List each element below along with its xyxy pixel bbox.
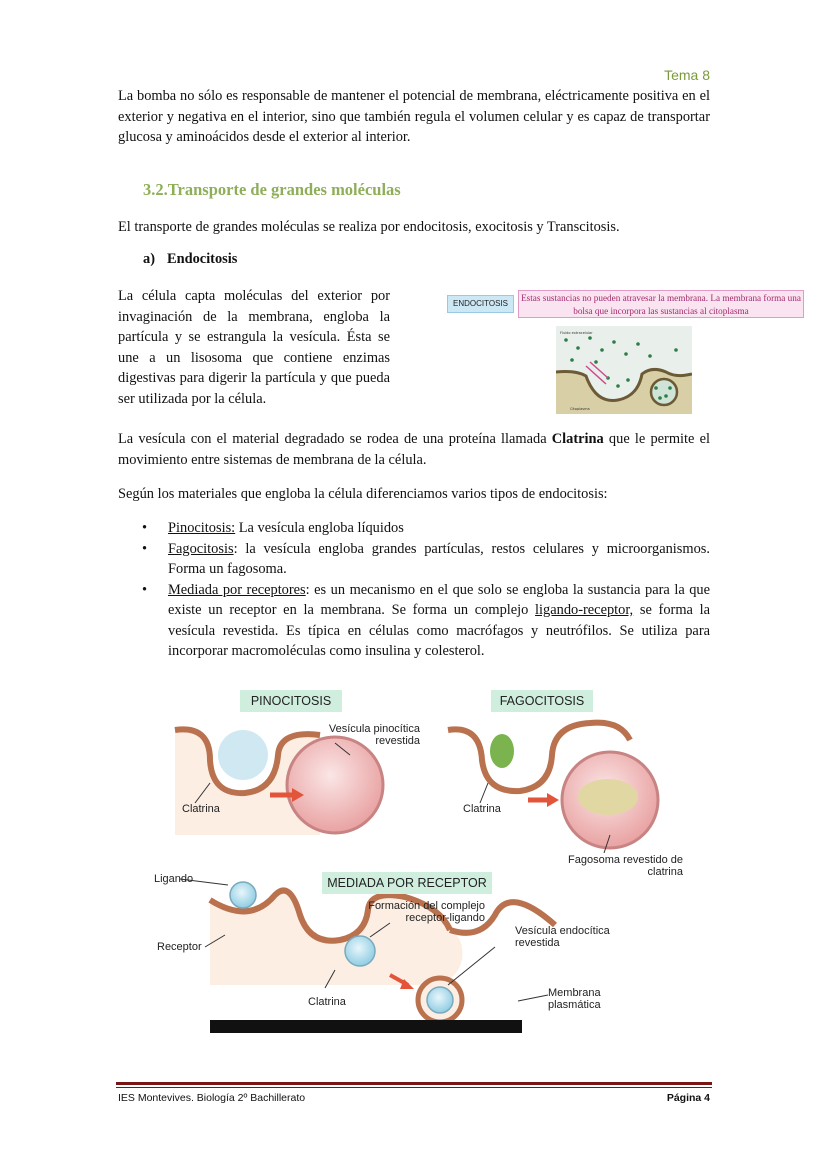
endocitosis-figure-caption: Estas sustancias no pueden atravesar la membrana. La membrana forma una bolsa que incorpora las sustancias al citoplasma	[518, 290, 804, 318]
clatrina-text-after: que le permite el movimiento entre sistemas de membrana de la célula.	[118, 431, 710, 468]
mediada-tag: MEDIADA POR RECEPTOR	[322, 872, 492, 894]
pinocitosis-vesicle-label: Vesícula pinocítica revestida	[328, 723, 420, 747]
endocytosis-types-list	[118, 518, 710, 662]
section-intro: El transporte de grandes moléculas se realiza por endocitosis, exocitosis y Transcitosis.	[118, 219, 620, 235]
fagosoma-label: Fagosoma revestido de clatrina	[568, 854, 683, 878]
heading-letter: a)	[143, 251, 155, 267]
term-fagocitosis: Fagocitosis	[168, 540, 234, 557]
fagocitosis-tag: FAGOCITOSIS	[491, 690, 593, 712]
list-item: • Fagocitosis: la vesícula engloba grandes partículas, restos celulares y microorganismos. Forma un fagosoma.	[142, 540, 710, 577]
term-pinocitosis: Pinocitosis:	[168, 520, 236, 536]
receptor-label: Receptor	[157, 941, 202, 953]
endocitosis-heading	[143, 251, 237, 268]
endocytic-vesicle-label: Vesícula endocítica revestida	[515, 925, 610, 949]
footer-school: IES Montevives. Biología 2º Bachillerato	[118, 1092, 306, 1104]
pinocitosis-clatrina-label: Clatrina	[182, 803, 220, 815]
svg-text:Citoplasma: Citoplasma	[570, 407, 590, 411]
endocitosis-paragraph: La célula capta moléculas del exterior por invaginación de la membrana, engloba la partícula y se estrangula la vesícula. Ésta se une a un lisosoma que contiene enzimas digestivas para digerir la partícula y que pueda ser utilizada por la célula.	[118, 288, 390, 407]
complex-label: Formación del complejo receptor-ligando	[368, 900, 485, 924]
clatrina-text-before: La vesícula con el material degradado se rodea de una proteína llamada	[118, 431, 552, 447]
mediada-clatrina-label: Clatrina	[308, 996, 346, 1008]
endocitosis-figure-tag: ENDOCITOSIS	[447, 295, 514, 313]
footer-page-number: Página 4	[666, 1092, 710, 1104]
intro-paragraph: La bomba no sólo es responsable de mantener el potencial de membrana, eléctricamente positiva en el exterior y negativa en el interior, sino que también regula el volumen celular y es capaz de transportar glucosa y aminoácidos desde el exterior al interior.	[118, 88, 710, 145]
clatrina-term: Clatrina	[551, 431, 604, 447]
svg-text:Fluido extracelular: Fluido extracelular	[560, 331, 593, 335]
term-mediada: Mediada por receptores	[168, 581, 306, 598]
term-ligando-receptor: ligando-receptor,	[535, 602, 634, 618]
header-tema: Tema 8	[664, 67, 710, 83]
footer-rule	[116, 1082, 712, 1085]
pinocitosis-tag: PINOCITOSIS	[240, 690, 342, 712]
heading-text: Endocitosis	[167, 251, 238, 267]
section-title: 3.2.Transporte de grandes moléculas	[143, 180, 401, 199]
ligando-label: Ligando	[154, 873, 194, 885]
list-item: • Mediada por receptores: es un mecanismo en el que solo se engloba la sustancia para la que existe un receptor en la membrana. Se forma un complejo ligando-receptor, se forma la vesícula revestida. Es típica en células como macrófagos y neutrófilos. Se utiliza para incorporar macromoléculas como insulina y colesterol.	[142, 581, 710, 659]
endocitosis-figure-image	[556, 326, 692, 414]
membrane-label: Membrana plasmática	[548, 987, 601, 1011]
list-item: • Pinocitosis: La vesícula engloba líquidos	[142, 520, 404, 536]
types-intro: Según los materiales que engloba la célula diferenciamos varios tipos de endocitosis:	[118, 486, 608, 502]
clatrina-paragraph	[118, 429, 710, 470]
footer-rule-thin	[116, 1087, 712, 1088]
fagocitosis-clatrina-label: Clatrina	[463, 803, 501, 815]
